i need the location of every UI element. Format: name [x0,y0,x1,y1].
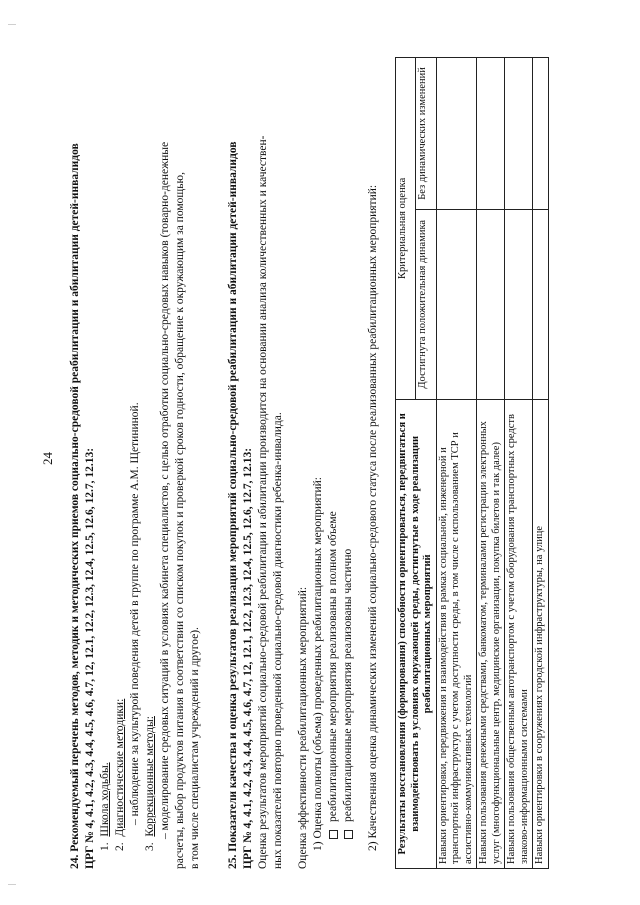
cell-positive[interactable] [477,209,505,399]
col-nochange-header: Без динамических изменений [416,58,436,210]
row-label: Навыки пользования денежными средствами, банкоматом, терминалами регистрации электронных услуг (многофункциональные центр, медицинские организации, покупка билетов и так далее) [477,399,505,868]
row-label: Навыки ориентировки, передвижения и взаимодействия в рамках социальной, инженерной и транспортной инфраструктур с учетом доступности среды, в том числе с использованием ТСР и ассистивно-коммуникативных технологий [436,399,477,868]
checkbox-row: реабилитационные мероприятия реализованы в полном объеме [326,49,341,869]
paragraph: Оценка результатов мероприятий социально-средовой реабилитации и абилитации производится на основании анализа количественных и качествен- [257,135,269,869]
item-diagnostic: Диагностические методики: [114,698,126,837]
list-item: 2. Диагностические методики: [114,698,126,851]
section-24 [68,49,203,869]
cell-nochange[interactable] [436,58,477,210]
section-25-heading: 25. Показатели качества и оценка результатов реализации мероприятий социально-средовой реабилитации и абилитации детей-инвалидов [227,141,239,869]
section-24-heading: 24. Рекомендуемый перечень методов, методик и методических приемов социально-средовой реабилитации и абилитации детей-инвалидов [69,143,81,869]
table-row [436,58,477,869]
group-header: Критериальная оценка [396,58,416,400]
paragraph: ных показателей повторно проведенной социально-средовой диагностики ребенка-инвалида. [272,412,284,869]
scan-mark [8,24,16,25]
cell-nochange[interactable] [505,58,533,210]
cell-positive[interactable] [436,209,477,399]
table-row [477,58,505,869]
scan-mark [8,884,16,885]
table-header-row [396,58,416,869]
row-label: Навыки пользования общественным автотранспортом с учетом оборудования транспортных средств знаково-информационными системами [505,399,533,868]
eff-item-2: 2) Качественная оценка динамических изменений социально-средового статуса после реализованных реабилитационных мероприятий: [367,184,379,851]
list-subitem: – наблюдение за культурой поведения детей в группе по программе А.М. Щетининой. [129,402,141,825]
row-label: Навыки ориентировки в сооружениях городской инфраструктуры, на улице [533,399,549,868]
section-25 [226,49,381,869]
list-subitem: – моделирование средовых ситуаций в условиях кабинета специалистов, с целью отработки социально-средовых навыков (товарно-денежные [159,141,171,839]
list-item: 1. Школа ходьбы. [99,762,111,851]
evaluation-table [395,57,549,869]
list-item: 3. Коррекционные методы: [144,716,156,851]
checkbox-row: реабилитационные мероприятия реализованы частично [341,49,356,869]
item-correction: Коррекционные методы: [144,716,156,837]
col-results-header: Результаты восстановления (формирования) способности ориентироваться, передвигаться и взаимодействовать в условиях окружающей среды, достигнутые в ходе реализации реабилитационных мероприятий [396,399,437,868]
checkbox[interactable] [329,830,338,839]
cell-positive[interactable] [533,209,549,399]
cell-nochange[interactable] [477,58,505,210]
section-25-groups: ЦРГ № 4, 4.1, 4.2, 4.3, 4.4, 4.5, 4.6, 4.7, 12, 12.1, 12.2, 12.3, 12.4, 12.5, 12.6, 12.7, 12.13: [242,447,254,869]
table-row [533,58,549,869]
eff-title: Оценка эффективности реабилитационных мероприятий: [297,586,309,869]
table-row [505,58,533,869]
section-24-groups: ЦРГ № 4, 4.1, 4.2, 4.3, 4.4, 4.5, 4.6, 4.7, 12, 12.1, 12.2, 12.3, 12.4, 12.5, 12.6, 12.7, 12.13: [84,447,96,869]
checkbox[interactable] [344,830,353,839]
page-number: 24 [40,452,55,465]
item-walking-school: Школа ходьбы. [99,762,111,837]
list-subitem-cont: расчеты, выбор продуктов питания в соответствии со списком покупок и проверкой сроков годности, обращение к окружающим за помощью, [174,172,186,869]
list-subitem-cont: в том числе специалистам учреждений и другое). [189,627,201,869]
cell-nochange[interactable] [533,58,549,210]
eff-item-1: 1) Оценка полноты (объема) проведенных реабилитационных мероприятий: [312,477,324,851]
cell-positive[interactable] [505,209,533,399]
col-positive-header: Достигнута положительная динамика [416,209,436,399]
